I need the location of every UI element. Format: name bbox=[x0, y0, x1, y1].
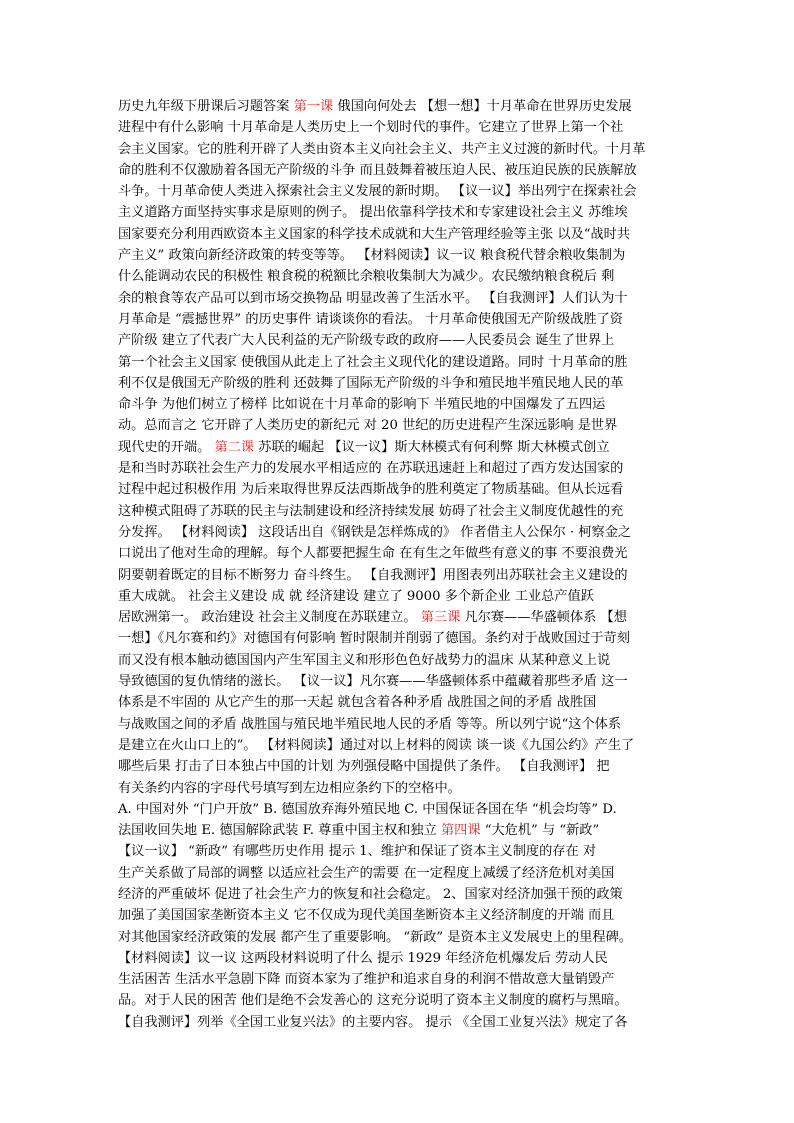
text-segment: 进程中有什么影响 十月革命是人类历史上一个划时代的事件。它建立了世界上第一个社 bbox=[118, 120, 624, 136]
document-body bbox=[118, 96, 680, 1033]
text-segment: 国家要充分利用西欧资本主义国家的科学技术成就和大生产管理经验等主张 以及“战时共 bbox=[118, 226, 631, 242]
text-segment: 余的粮食等农产品可以到市场交换物品 明显改善了生活水平。 【自我测评】人们认为十 bbox=[118, 290, 628, 306]
text-line bbox=[118, 1012, 680, 1033]
lesson-heading: 第一课 bbox=[293, 99, 334, 114]
text-segment: 产主义” 政策向新经济政策的转变等等。 【材料阅读】议一议 粮食税代替余粮收集制为 bbox=[118, 248, 626, 264]
text-line bbox=[118, 927, 680, 948]
lesson-heading: 第三课 bbox=[420, 610, 461, 626]
text-segment: 凡尔赛——华盛顿体系 【想 bbox=[460, 610, 627, 626]
text-line bbox=[118, 266, 680, 287]
text-line bbox=[118, 820, 680, 841]
text-line bbox=[118, 437, 680, 458]
text-segment: 品。对于人民的困苦 他们是绝不会发善心的 这充分说明了资本主义制度的腐朽与黑暗。 bbox=[118, 993, 628, 1009]
text-segment: 而又没有根本触动德国国内产生军国主义和形形色色好战势力的温床 从某种意义上说 bbox=[118, 652, 611, 668]
text-line bbox=[118, 522, 680, 543]
text-segment: 居欧洲第一。 政治建设 社会主义制度在苏联建立。 bbox=[118, 610, 421, 626]
text-segment: 重大成就。 社会主义建设 成 就 经济建设 建立了 9000 多个新企业 工业总产值跃 bbox=[118, 588, 594, 604]
text-line bbox=[118, 628, 680, 649]
text-segment: 过程中起过积极作用 为后来取得世界反法西斯战争的胜利奠定了物质基础。但从长远看 bbox=[118, 482, 624, 498]
text-line bbox=[118, 841, 680, 862]
text-segment: 命的胜利不仅激励着各国无产阶级的斗争 而且鼓舞着被压迫人民、被压迫民族的民族解放 bbox=[118, 162, 637, 178]
text-segment: 口说出了他对生命的理解。每个人都要把握生命 在有生之年做些有意义的事 不要浪费光 bbox=[118, 546, 628, 562]
text-segment: 是和当时苏联社会生产力的发展水平相适应的 在苏联迅速赶上和超过了西方发达国家的 bbox=[118, 461, 624, 477]
text-segment: 现代史的开端。 bbox=[118, 439, 215, 455]
text-segment: 哪些后果 打击了日本独占中国的计划 为列强侵略中国提供了条件。 【自我测评】 把 bbox=[118, 759, 610, 775]
text-line bbox=[118, 905, 680, 926]
text-line bbox=[118, 543, 680, 564]
text-line bbox=[118, 671, 680, 692]
text-line bbox=[118, 799, 680, 820]
text-line bbox=[118, 884, 680, 905]
text-segment: 【自我测评】列举《全国工业复兴法》的主要内容。 提示 《全国工业复兴法》规定了各 bbox=[118, 1014, 628, 1030]
text-line bbox=[118, 948, 680, 969]
text-line bbox=[118, 650, 680, 671]
text-segment: 利不仅是俄国无产阶级的胜利 还鼓舞了国际无产阶级的斗争和殖民地半殖民地人民的革 bbox=[118, 375, 624, 391]
text-segment: 斗争。十月革命使人类进入探索社会主义发展的新时期。 【议一议】举出列宁在探索社会 bbox=[118, 184, 637, 200]
text-line bbox=[118, 565, 680, 586]
text-line bbox=[118, 607, 680, 628]
text-line bbox=[118, 224, 680, 245]
text-segment: 历史九年级下册课后习题答案 bbox=[118, 99, 294, 114]
text-segment: 体系是不牢固的 从它产生的那一天起 就包含着各种矛盾 战胜国之间的矛盾 战胜国 bbox=[118, 695, 597, 711]
text-line bbox=[118, 288, 680, 309]
text-line bbox=[118, 990, 680, 1011]
text-segment: A. 中国对外 “门户开放” B. 德国放弃海外殖民地 C. 中国保证各国在华 “机会均等” D. bbox=[118, 801, 617, 817]
lesson-heading: 第二课 bbox=[214, 439, 255, 455]
text-line bbox=[118, 501, 680, 522]
text-segment: 【议一议】 “新政” 有哪些历史作用 提示 1、维护和保证了资本主义制度的存在 对 bbox=[118, 844, 597, 860]
text-line bbox=[118, 479, 680, 500]
text-segment: 这种模式阻碍了苏联的民主与法制建设和经济持续发展 妨碍了社会主义制度优越性的充 bbox=[118, 503, 624, 519]
text-segment: 导致德国的复仇情绪的滋长。 【议一议】凡尔赛——华盛顿体系中蕴藏着那些矛盾 这一 bbox=[118, 674, 628, 690]
text-line bbox=[118, 756, 680, 777]
text-segment: 生产关系做了局部的调整 以适应社会生产的需要 在一定程度上减缓了经济危机对美国 bbox=[118, 865, 615, 881]
text-line bbox=[118, 969, 680, 990]
text-line bbox=[118, 330, 680, 351]
lesson-heading: 第四课 bbox=[441, 823, 481, 839]
text-segment: 动。总而言之 它开辟了人类历史的新纪元 对 20 世纪的历史进程产生深远影响 是世界 bbox=[118, 418, 618, 434]
text-segment: 对其他国家经济政策的发展 都产生了重要影响。 “新政” 是资本主义发展史上的里程碑。 bbox=[118, 929, 632, 945]
text-line bbox=[118, 96, 680, 117]
text-segment: 有关条约内容的字母代号填写到左边相应条约下的空格中。 bbox=[118, 780, 461, 796]
text-segment: 会主义国家。它的胜利开辟了人类由资本主义向社会主义、共产主义过渡的新时代。十月革 bbox=[118, 141, 646, 157]
text-segment: 俄国向何处去 【想一想】十月革命在世界历史发展 bbox=[333, 99, 632, 114]
text-segment: 分发挥。 【材料阅读】 这段话出自《钢铁是怎样炼成的》 作者借主人公保尔 · 柯察金之 bbox=[118, 524, 632, 540]
text-segment: 与战败国之间的矛盾 战胜国与殖民地半殖民地人民的矛盾 等等。所以列宁说“这个体系 bbox=[118, 716, 622, 732]
text-segment: 命斗争 为他们树立了榜样 比如说在十月革命的影响下 半殖民地的中国爆发了五四运 bbox=[118, 397, 606, 413]
text-segment: 法国收回失地 E. 德国解除武装 F. 尊重中国主权和独立 bbox=[118, 823, 441, 839]
text-line bbox=[118, 458, 680, 479]
text-line bbox=[118, 245, 680, 266]
text-segment: 主义道路方面坚持实事求是原则的例子。 提出依靠科学技术和专家建设社会主义 苏维埃 bbox=[118, 205, 628, 221]
text-segment: 一想】《凡尔赛和约》对德国有何影响 暂时限制并削弱了德国。条约对于战败国过于苛刻 bbox=[118, 631, 630, 647]
text-line bbox=[118, 863, 680, 884]
text-segment: 阴要朝着既定的目标不断努力 奋斗终生。 【自我测评】用图表列出苏联社会主义建设的 bbox=[118, 567, 628, 583]
text-line bbox=[118, 394, 680, 415]
text-line bbox=[118, 586, 680, 607]
text-line bbox=[118, 309, 680, 330]
text-segment: 产阶级 建立了代表广大人民利益的无产阶级专政的政府——人民委员会 诞生了世界上 bbox=[118, 333, 615, 349]
text-line bbox=[118, 735, 680, 756]
text-segment: 是建立在火山口上的”。 【材料阅读】通过对以上材料的阅读 谈一谈《九国公约》产生了 bbox=[118, 737, 635, 753]
text-line bbox=[118, 352, 680, 373]
text-line bbox=[118, 117, 680, 138]
text-segment: 第一个社会主义国家 使俄国从此走上了社会主义现代化的建设道路。同时 十月革命的胜 bbox=[118, 354, 628, 370]
text-line bbox=[118, 160, 680, 181]
text-segment: 什么能调动农民的积极性 粮食税的税额比余粮收集制大为减少。农民缴纳粮食税后 剩 bbox=[118, 269, 615, 285]
text-segment: “大危机” 与 “新政” bbox=[480, 823, 600, 839]
text-segment: 【材料阅读】议一议 这两段材料说明了什么 提示 1929 年经济危机爆发后 劳动人民 bbox=[118, 950, 608, 966]
text-segment: 月革命是 “震撼世界” 的历史事件 请谈谈你的看法。 十月革命使俄国无产阶级战胜了资 bbox=[118, 311, 623, 327]
text-segment: 加强了美国国家垄断资本主义 它不仅成为现代美国垄断资本主义经济制度的开端 而且 bbox=[118, 908, 615, 924]
text-line bbox=[118, 373, 680, 394]
text-segment: 经济的严重破坏 促进了社会生产力的恢复和社会稳定。 2、国家对经济加强干预的政策 bbox=[118, 886, 623, 902]
text-line bbox=[118, 714, 680, 735]
text-line bbox=[118, 202, 680, 223]
text-line bbox=[118, 778, 680, 799]
text-line bbox=[118, 181, 680, 202]
text-line bbox=[118, 692, 680, 713]
text-segment: 苏联的崛起 【议一议】斯大林模式有何利弊 斯大林模式创立 bbox=[254, 439, 610, 455]
text-line bbox=[118, 415, 680, 436]
text-segment: 生活困苦 生活水平急剧下降 而资本家为了维护和追求自身的利润不惜故意大量销毁产 bbox=[118, 972, 615, 988]
text-line bbox=[118, 139, 680, 160]
